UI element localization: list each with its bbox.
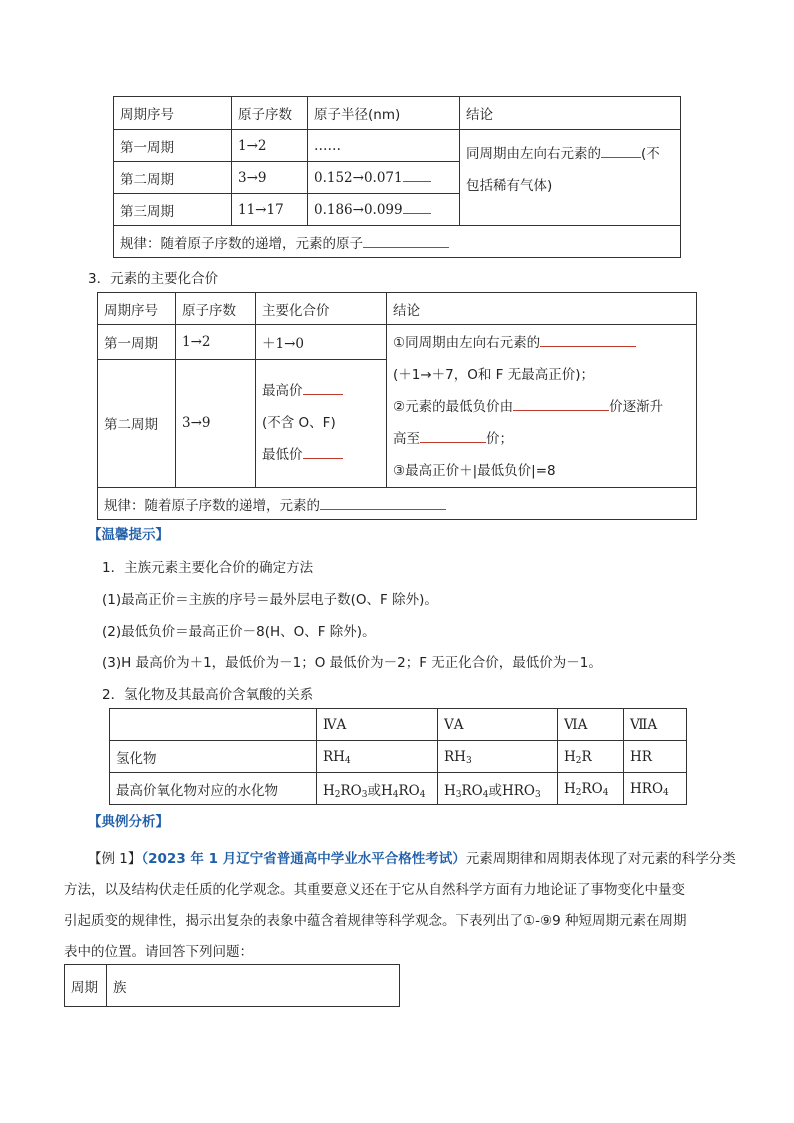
header-group: 族 [107, 965, 400, 1007]
answer-blank[interactable] [320, 497, 446, 510]
formula-rh4: $RH_4$ [317, 741, 438, 773]
rule-cell [98, 488, 697, 520]
min-valence-label: 最低价 [262, 447, 303, 464]
conclusion-line-4b: 价； [486, 431, 513, 447]
row-period: 第一周期 [114, 130, 232, 162]
answer-blank[interactable] [601, 145, 641, 158]
conclusion-line-5: ③最高正价＋|最低负价|=8 [393, 463, 556, 479]
hint1-line-2: (2)最低负价＝最高正价－8(H、O、F 除外)。 [102, 624, 376, 640]
formula-group-4a-acid: $H_2RO_3$或$H_4RO_4$ [317, 773, 438, 805]
row-radius: 0.186→0.099 [314, 202, 403, 218]
header-group-6a: ⅥA [558, 709, 624, 741]
header-atomic-radius: 原子半径(nm) [308, 97, 460, 130]
hydride-table [109, 708, 687, 805]
header-atomic-number: 原子序数 [232, 97, 308, 130]
conclusion-note-a: (不 [641, 146, 660, 162]
rule-text: 规律：随着原子序数的递增，元素的 [104, 497, 320, 514]
example-prefix: 【例 1】 [88, 851, 142, 867]
row-atomic: 3→9 [176, 359, 256, 487]
example-text-2: 方法，以及结构伏走任质的化学观念。其重要意义还在于它从自然科学方面有力地论证了事物变化中量变 [64, 882, 685, 898]
row-period: 第二周期 [114, 162, 232, 194]
row-period: 第三周期 [114, 194, 232, 226]
header-period: 周期序号 [98, 293, 176, 325]
formula-hr: HR [624, 741, 687, 773]
conclusion-note-b: 包括稀有气体) [466, 178, 553, 194]
header-group-4a: ⅣA [317, 709, 438, 741]
valence-cell [256, 359, 387, 487]
row-period: 第一周期 [98, 325, 176, 360]
formula-group-5a-acid: $H_3RO_4$或$HRO_3$ [438, 773, 558, 805]
row-atomic: 1→2 [232, 130, 308, 162]
answer-blank[interactable] [303, 446, 343, 459]
row-label-acid: 最高价氧化物对应的水化物 [110, 773, 317, 805]
header-group-5a: ⅤA [438, 709, 558, 741]
answer-blank[interactable] [303, 382, 343, 395]
header-period: 周期 [65, 965, 107, 1007]
conclusion-line-4: 高至 [393, 431, 420, 447]
example-source: （2023 年 1 月辽宁省普通高中学业水平合格性考试） [141, 851, 466, 867]
conclusion-line-2: (＋1→＋7，O和 F 无最高正价)； [393, 367, 594, 383]
row-label-hydride: 氢化物 [110, 741, 317, 773]
row-radius: …… [308, 130, 460, 162]
hint1-line-1: (1)最高正价＝主族的序号＝最外层电子数(O、F 除外)。 [102, 592, 438, 608]
answer-blank[interactable] [363, 235, 449, 248]
valence-note: (不含 O、F) [262, 415, 336, 432]
hint1-line-3: (3)H 最高价为＋1，最低价为－1；O 最低价为－2；F 无正化合价，最低价为－1。 [102, 655, 602, 671]
valence-table [97, 292, 697, 520]
row-radius-cell [308, 162, 460, 194]
header-conclusion: 结论 [387, 293, 697, 325]
row-atomic: 3→9 [232, 162, 308, 194]
max-valence-label: 最高价 [262, 383, 303, 400]
answer-blank[interactable] [540, 334, 636, 347]
conclusion-line-1: ①同周期由左向右元素的 [393, 335, 541, 351]
header-atomic-number: 原子序数 [176, 293, 256, 325]
hint1-title: 1．主族元素主要化合价的确定方法 [102, 560, 314, 576]
conclusion-cell [460, 130, 681, 226]
hint-title: 【温馨提示】 [88, 527, 169, 543]
row-atomic: 11→17 [232, 194, 308, 226]
conclusion-line-3: ②元素的最低负价由 [393, 399, 514, 415]
header-conclusion: 结论 [460, 97, 681, 130]
atomic-radius-table [113, 96, 681, 258]
answer-blank[interactable] [403, 169, 431, 182]
answer-blank[interactable] [513, 398, 609, 411]
formula-group-6a-acid: $H_2RO_4$ [558, 773, 624, 805]
formula-rh3: $RH_3$ [438, 741, 558, 773]
example-paragraph [64, 844, 736, 968]
header-group-7a: ⅦA [624, 709, 687, 741]
row-period: 第二周期 [98, 359, 176, 487]
period-group-table [64, 964, 400, 1007]
example-text-1: 元素周期律和周期表体现了对元素的科学分类 [465, 851, 736, 867]
header-blank [110, 709, 317, 741]
row-valence: ＋1→0 [256, 325, 387, 360]
hint2-title: 2．氢化物及其最高价含氧酸的关系 [102, 687, 314, 703]
header-period: 周期序号 [114, 97, 232, 130]
formula-h2r: $H_2R$ [558, 741, 624, 773]
conclusion-text: 同周期由左向右元素的 [466, 146, 601, 162]
example-title: 【典例分析】 [88, 814, 169, 830]
example-text-4: 表中的位置。请回答下列问题： [64, 944, 253, 960]
answer-blank[interactable] [403, 201, 431, 214]
rule-text: 规律：随着原子序数的递增，元素的原子 [120, 235, 363, 252]
header-valence: 主要化合价 [256, 293, 387, 325]
conclusion-cell [387, 325, 697, 488]
row-atomic: 1→2 [176, 325, 256, 360]
section-title: 3．元素的主要化合价 [88, 271, 219, 287]
conclusion-line-3b: 价逐渐升 [609, 399, 664, 415]
formula-group-7a-acid: $HRO_4$ [624, 773, 687, 805]
rule-cell [114, 226, 681, 258]
row-radius-cell [308, 194, 460, 226]
answer-blank[interactable] [420, 430, 486, 443]
row-radius: 0.152→0.071 [314, 170, 403, 186]
example-text-3: 引起质变的规律性，揭示出复杂的表象中蕴含着规律等科学观念。下表列出了①-⑨9 种短周期元素在周期 [64, 913, 687, 929]
